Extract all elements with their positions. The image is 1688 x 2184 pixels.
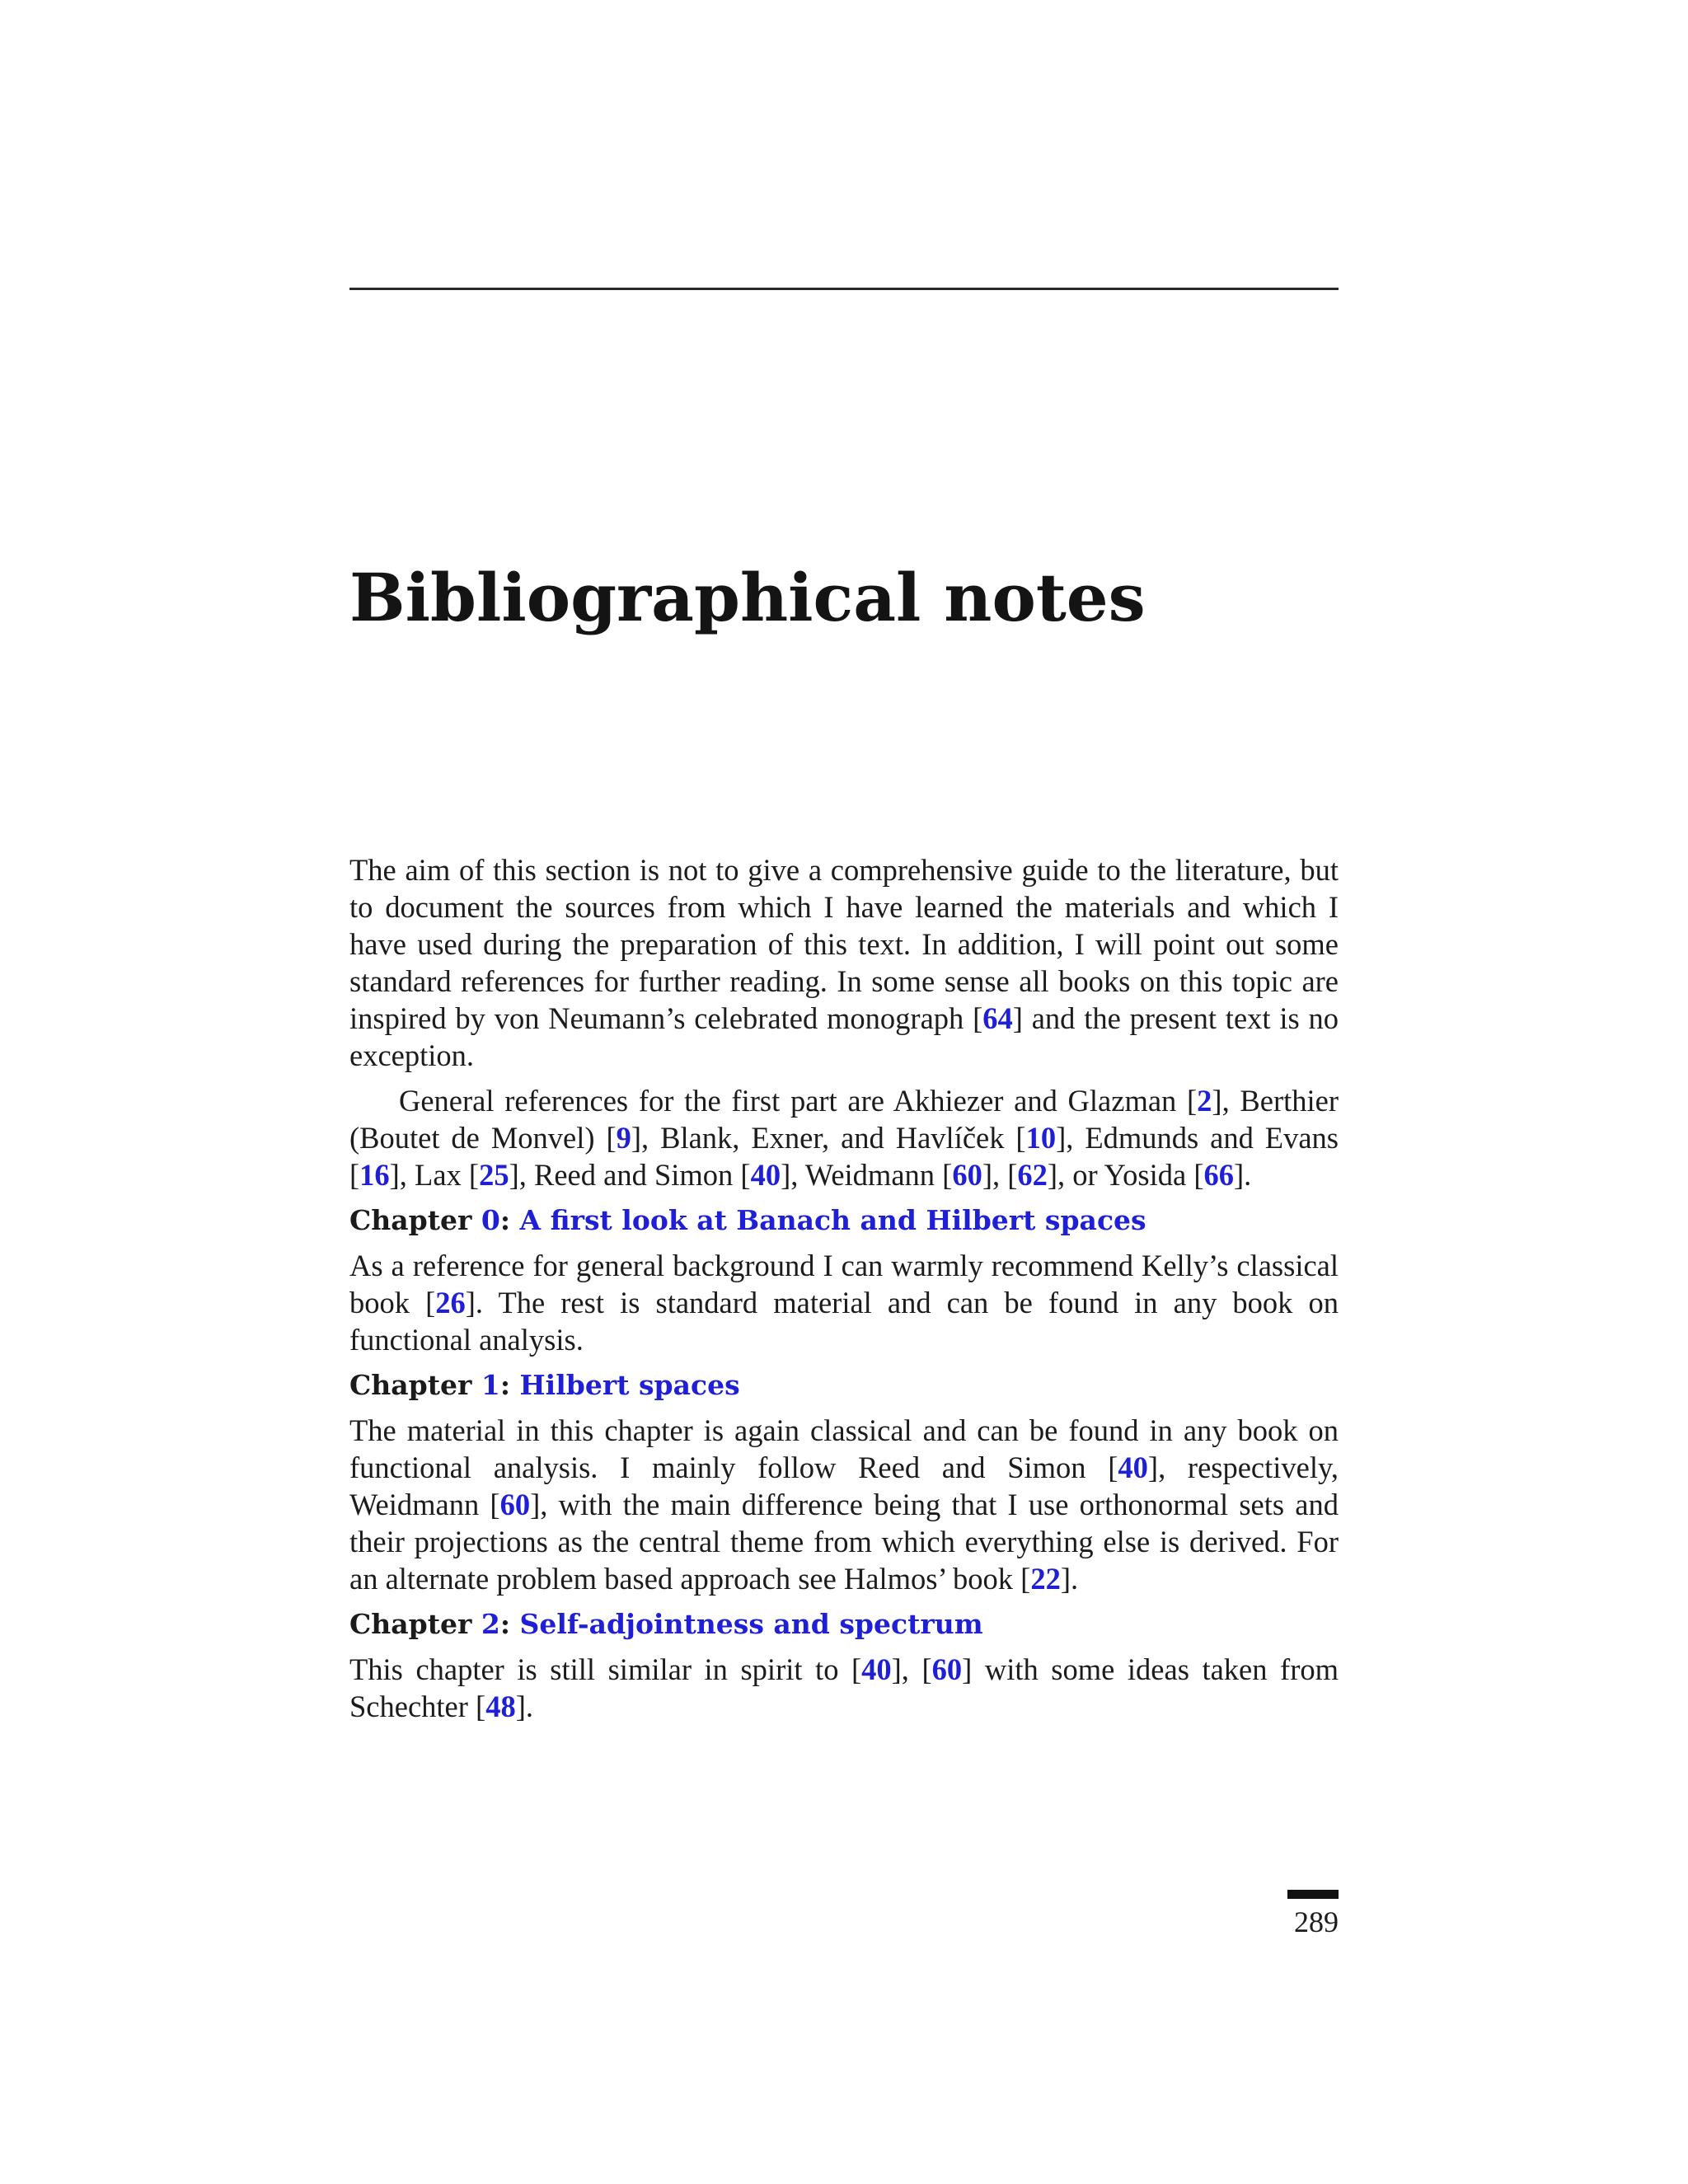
citation-link[interactable]: 60 xyxy=(952,1158,982,1192)
chapter-1-notes: The material in this chapter is again classical and can be found in any book on functional analysis. I mainly follow Reed and Simon [40], respectively, Weidmann [60], with the main difference being that I use orthonormal sets and their projections as the central theme from which everything else is derived. For an alternate problem based approach see Halmos’ book [22]. xyxy=(349,1413,1339,1596)
citation-link[interactable]: 40 xyxy=(861,1652,892,1686)
citation-link[interactable]: 40 xyxy=(1118,1451,1148,1484)
citation-link[interactable]: 10 xyxy=(1025,1121,1057,1155)
chapter-2-notes: This chapter is still similar in spirit to [40], [60] with some ideas taken from Schechter [48]. xyxy=(349,1652,1339,1723)
citation-link[interactable]: 16 xyxy=(359,1158,390,1192)
chapter-0-heading: Chapter 0: A first look at Banach and Hilbert spaces xyxy=(349,1204,1146,1236)
chapter-number-link[interactable]: 2 xyxy=(481,1608,500,1640)
citation-link[interactable]: 48 xyxy=(485,1690,516,1723)
notes-body xyxy=(349,851,1339,1725)
citation-link[interactable]: 9 xyxy=(616,1121,631,1155)
chapter-0-notes: As a reference for general background I can warmly recommend Kelly’s classical book [26]. The rest is standard material and can be found in any book on functional analysis. xyxy=(349,1249,1339,1357)
chapter-number-link[interactable]: 0 xyxy=(481,1204,500,1236)
citation-link[interactable]: 26 xyxy=(435,1286,466,1319)
citation-link[interactable]: 64 xyxy=(982,1001,1013,1035)
citation-link[interactable]: 62 xyxy=(1017,1158,1048,1192)
chapter-title-link[interactable]: Self-adjointness and spectrum xyxy=(519,1608,983,1640)
citation-link[interactable]: 66 xyxy=(1203,1158,1234,1192)
chapter-number-link[interactable]: 1 xyxy=(481,1369,500,1401)
page-title: Bibliographical notes xyxy=(349,559,1146,636)
citation-link[interactable]: 22 xyxy=(1030,1562,1061,1596)
header-rule xyxy=(349,288,1339,290)
chapter-title-link[interactable]: Hilbert spaces xyxy=(519,1369,740,1401)
chapter-title-link[interactable]: A first look at Banach and Hilbert spaces xyxy=(519,1204,1146,1236)
citation-link[interactable]: 40 xyxy=(750,1158,781,1192)
citation-link[interactable]: 25 xyxy=(479,1158,509,1192)
page-number: 289 xyxy=(1294,1905,1339,1938)
citation-link[interactable]: 2 xyxy=(1197,1084,1212,1118)
citation-link[interactable]: 60 xyxy=(499,1488,531,1521)
chapter-1-heading: Chapter 1: Hilbert spaces xyxy=(349,1369,740,1401)
intro-paragraph: The aim of this section is not to give a comprehensive guide to the literature, but to document the sources from which I have learned the materials and which I have used during the preparation of this text. In addition, I will point out some standard references for further reading. In some sense all books on this topic are inspired by von Neumann’s celebrated monograph [64] and the present text is no exception. xyxy=(349,853,1339,1072)
chapter-2-heading: Chapter 2: Self-adjointness and spectrum xyxy=(349,1608,983,1640)
general-references-paragraph: General references for the first part are Akhiezer and Glazman [2], Berthier (Boutet de Monvel) [9], Blank, Exner, and Havlíček [10], Edmunds and Evans [16], Lax [25], Reed and Simon [40], Weidmann [60], [62], or Yosida [66]. xyxy=(349,1084,1339,1192)
citation-link[interactable]: 60 xyxy=(931,1652,963,1686)
page-number-bar xyxy=(1287,1890,1339,1899)
